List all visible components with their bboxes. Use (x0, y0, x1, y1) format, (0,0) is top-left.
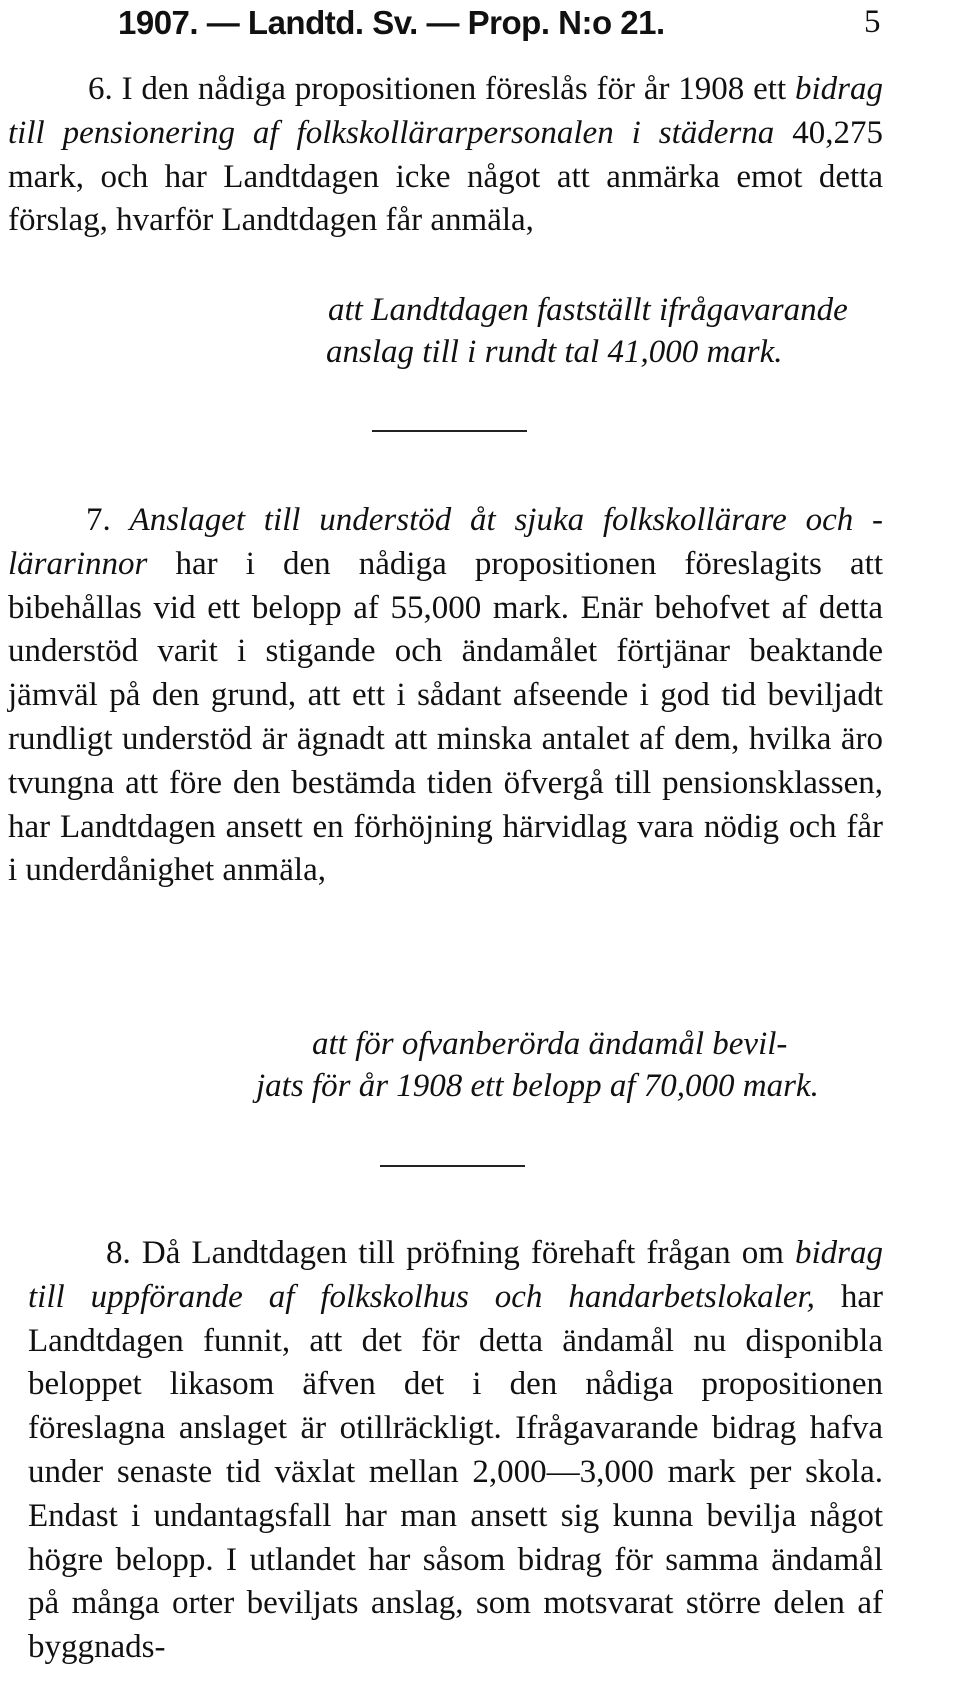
section-6-resolution (328, 289, 848, 373)
section-6-resolution-line-1: att Landtdagen fastställt ifrågavarande (328, 292, 848, 328)
section-divider-1 (372, 430, 527, 432)
page-header (60, 4, 880, 44)
page-number: 5 (864, 4, 880, 40)
header-title: 1907. — Landtd. Sv. — Prop. N:o 21. (118, 4, 665, 41)
section-7-resolution-line-1: att för ofvanberörda ändamål bevil- (312, 1026, 788, 1062)
section-8-text-2: har Landtdagen funnit, att det för detta ändamål nu disponibla beloppet likasom äfven det i den nådiga propositionen föreslagna anslaget är otillräckligt. Ifrågavarande bidrag hafva under senaste tid växlat mellan 2,000—3,000 mark per skola. Endast i undantagsfall har man ansett sig kunna bevilja något högre belopp. I utlandet har såsom bidrag för samma ändamål på många orter beviljats anslag, som motsvarat större delen af byggnads- (28, 1278, 884, 1666)
section-6-paragraph (8, 68, 883, 243)
section-6-text-1: I den nådiga propositionen föreslås för år 1908 ett (121, 71, 795, 107)
section-8-paragraph (28, 1232, 883, 1670)
section-6-number: 6. (88, 71, 113, 107)
section-7-resolution (256, 1023, 819, 1107)
section-6-resolution-line-2: anslag till i rundt tal 41,000 mark. (326, 334, 783, 370)
section-8-text-1: Då Landtdagen till pröfning förehaft frågan om (141, 1235, 795, 1271)
section-7-paragraph (8, 499, 883, 893)
section-7-text-1: har i den nådiga propositionen föreslagits att bibehållas vid ett belopp af 55,000 mark. Enär behofvet af detta understöd varit i stigande och ändamålet förtjänar beaktande jämväl på den grund, att ett i sådant afseende i god tid beviljadt rundligt understöd är ägnadt att minska antalet af dem, hvilka äro tvungna att före den bestämda tiden öfvergå till pensionsklassen, har Landtdagen ansett en förhöjning härvidlag vara nödig och får i underdånighet anmäla, (8, 545, 883, 889)
section-8-number: 8. (106, 1235, 131, 1271)
section-8-italic-subject: bidrag till uppförande af folkskolhus och handarbetslokaler, (28, 1235, 884, 1315)
section-6-italic-subject: bidrag till pensionering af folkskollärarpersonalen i städerna (8, 71, 883, 151)
section-7-resolution-line-2: jats för år 1908 ett belopp af 70,000 mark. (256, 1068, 819, 1104)
section-divider-2 (380, 1165, 525, 1167)
section-7-italic-subject: Anslaget till understöd åt sjuka folkskollärare och -lärarinnor (8, 502, 883, 582)
section-7-number: 7. (86, 502, 111, 538)
section-6-text-2: 40,275 mark, och har Landtdagen icke något att anmärka emot detta förslag, hvarför Landtdagen får anmäla, (8, 114, 884, 239)
